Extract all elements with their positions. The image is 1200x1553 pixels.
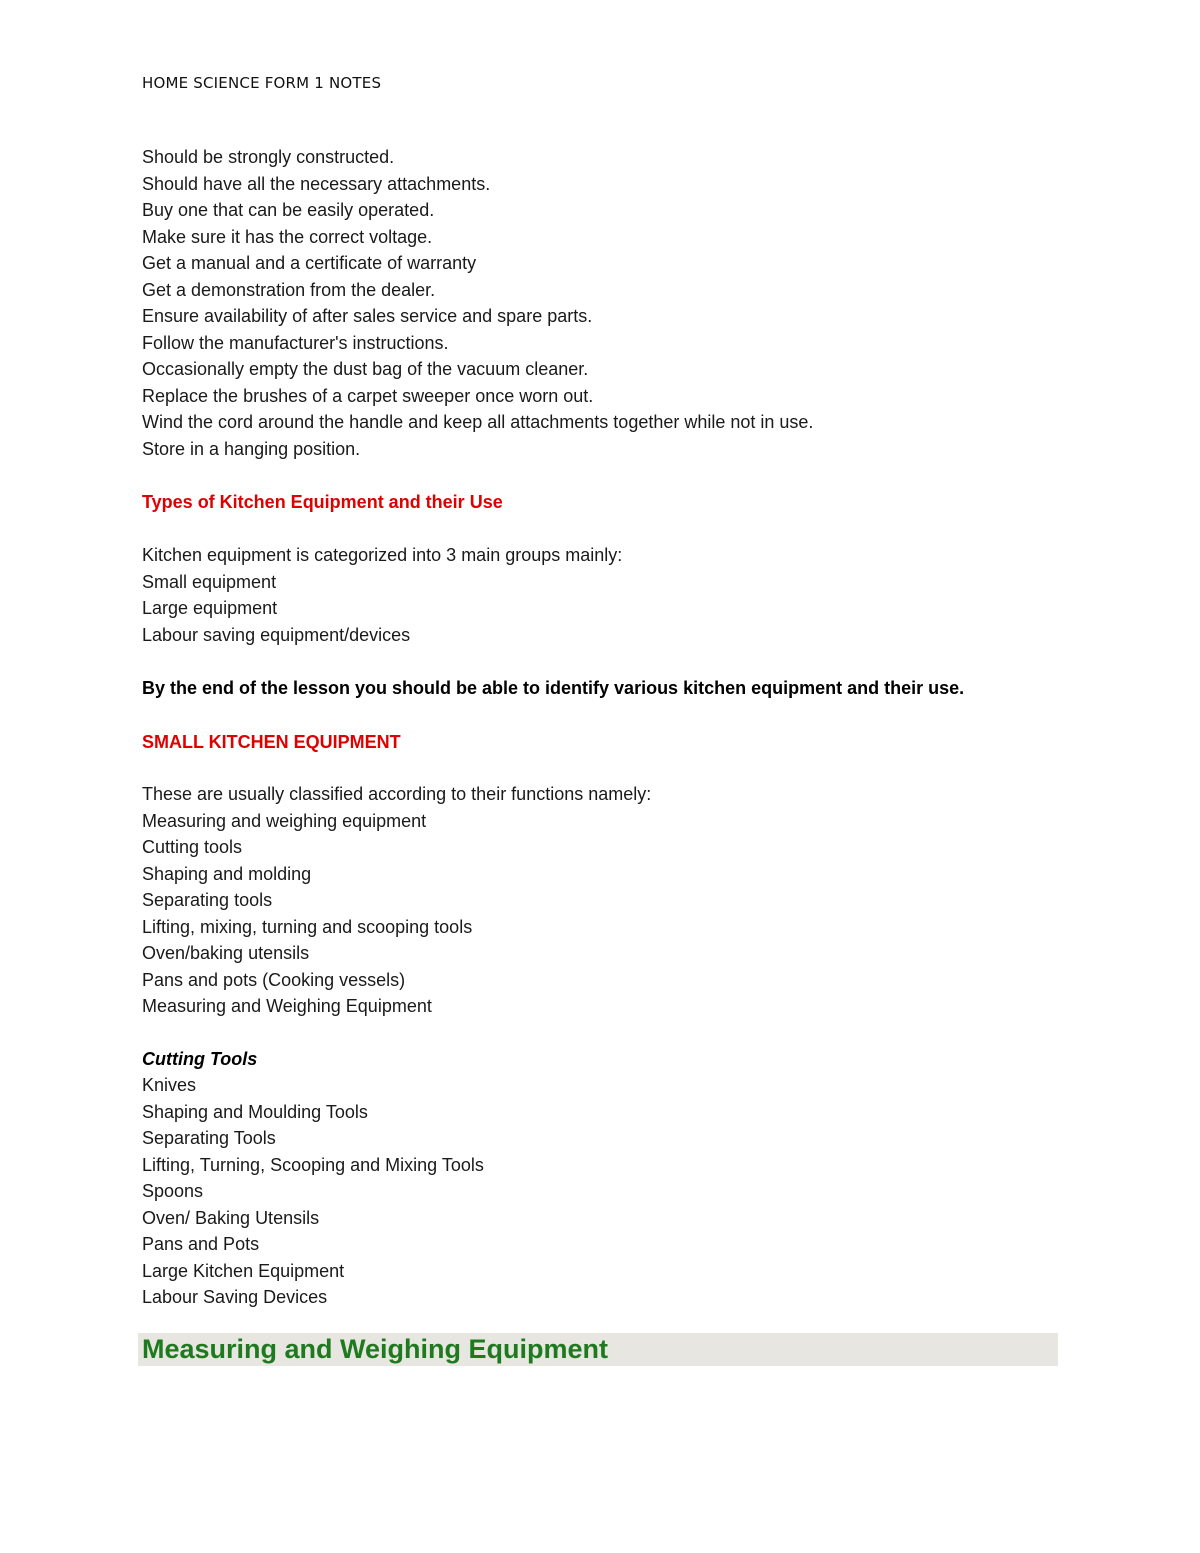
measuring-weighing-heading: Measuring and Weighing Equipment xyxy=(142,1334,609,1364)
small-equipment-heading: SMALL KITCHEN EQUIPMENT xyxy=(142,732,401,752)
list-item: Lifting, mixing, turning and scooping tools xyxy=(142,916,473,937)
list-item: Should have all the necessary attachments. xyxy=(142,173,491,194)
list-item: Large equipment xyxy=(142,598,278,618)
list-item: Follow the manufacturer's instructions. xyxy=(142,332,449,353)
list-item: Wind the cord around the handle and keep all attachments together while not in use. xyxy=(142,412,814,432)
list-item: Measuring and weighing equipment xyxy=(142,810,427,831)
list-item: Ensure availability of after sales service and spare parts. xyxy=(142,306,593,326)
list-item: Oven/ Baking Utensils xyxy=(142,1207,320,1228)
list-item: Labour saving equipment/devices xyxy=(142,624,411,645)
small-equipment-list xyxy=(142,781,651,1020)
list-item: Separating Tools xyxy=(142,1128,276,1148)
list-item: Spoons xyxy=(142,1181,204,1201)
cutting-tools-list xyxy=(142,1072,484,1311)
list-item: Lifting, Turning, Scooping and Mixing Tools xyxy=(142,1154,484,1175)
lesson-objective: By the end of the lesson you should be able to identify various kitchen equipment and their use. xyxy=(142,678,965,698)
list-item: Occasionally empty the dust bag of the vacuum cleaner. xyxy=(142,359,589,379)
list-item: Shaping and molding xyxy=(142,863,312,884)
list-item: Make sure it has the correct voltage. xyxy=(142,226,433,247)
list-item: Oven/baking utensils xyxy=(142,943,310,963)
list-item: Knives xyxy=(142,1075,197,1095)
buying-tips-list xyxy=(142,144,813,462)
list-item: These are usually classified according to their functions namely: xyxy=(142,784,652,804)
list-item: Labour Saving Devices xyxy=(142,1287,328,1307)
list-item: Pans and Pots xyxy=(142,1234,260,1254)
list-item: Large Kitchen Equipment xyxy=(142,1260,345,1281)
list-item: Measuring and Weighing Equipment xyxy=(142,996,432,1016)
list-item: Cutting tools xyxy=(142,837,243,857)
list-item: Get a manual and a certificate of warranty xyxy=(142,253,477,273)
types-heading: Types of Kitchen Equipment and their Use xyxy=(142,492,503,512)
list-item: Buy one that can be easily operated. xyxy=(142,200,435,220)
list-item: Kitchen equipment is categorized into 3 main groups mainly: xyxy=(142,545,623,565)
types-list xyxy=(142,542,622,648)
list-item: Should be strongly constructed. xyxy=(142,147,395,167)
cutting-tools-heading: Cutting Tools xyxy=(142,1049,258,1069)
page-header: HOME SCIENCE FORM 1 NOTES xyxy=(142,74,382,92)
list-item: Shaping and Moulding Tools xyxy=(142,1101,368,1122)
list-item: Get a demonstration from the dealer. xyxy=(142,279,436,300)
list-item: Store in a hanging position. xyxy=(142,438,361,459)
list-item: Pans and pots (Cooking vessels) xyxy=(142,969,406,990)
list-item: Separating tools xyxy=(142,890,273,910)
list-item: Small equipment xyxy=(142,571,277,592)
list-item: Replace the brushes of a carpet sweeper once worn out. xyxy=(142,385,594,406)
